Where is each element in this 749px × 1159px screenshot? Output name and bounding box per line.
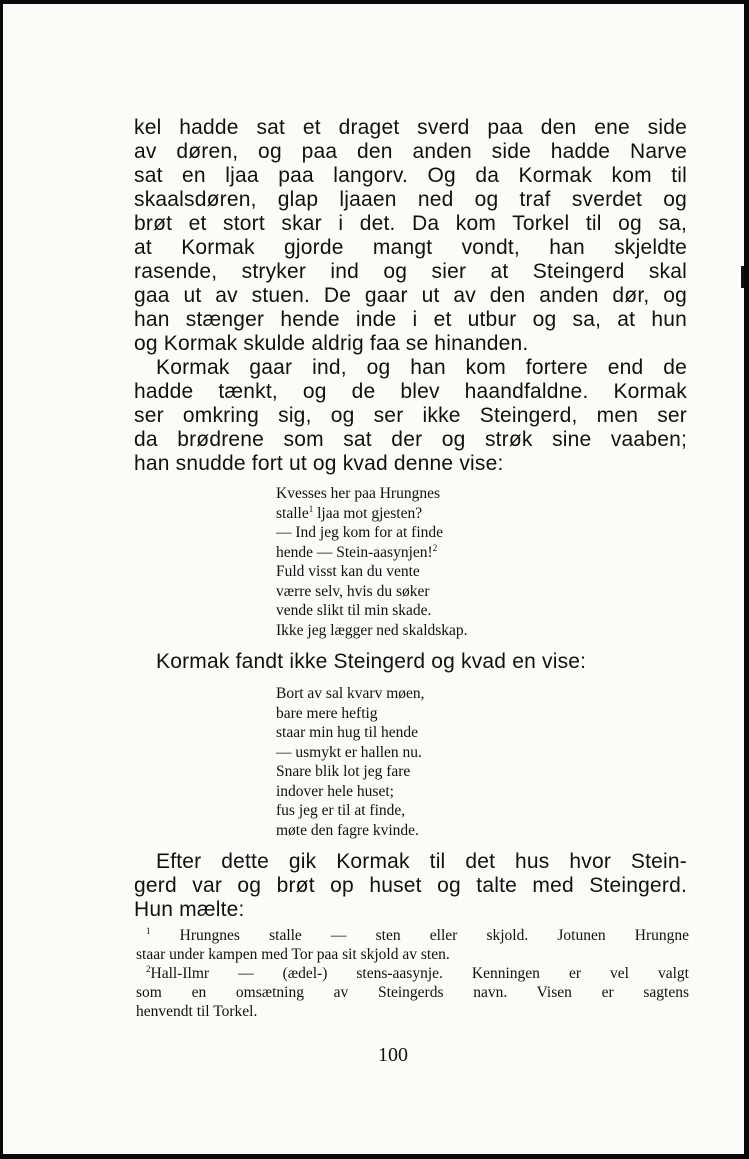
verse-line: vende slikt til min skade. xyxy=(276,602,432,619)
footnote-text: Hrungnes stalle — sten eller skjold. Jotunen Hrungne xyxy=(179,927,690,944)
text-line: at Kormak gjorde mangt vondt, han skjeldte xyxy=(134,236,687,259)
text-line: rasende, stryker ind og sier at Steingerd skal xyxy=(134,260,687,283)
text-line: kel hadde sat et draget sverd paa den ene side xyxy=(134,116,687,139)
verse-line: — usmykt er hallen nu. xyxy=(276,743,422,761)
verse-line: Snare blik lot jeg fare xyxy=(276,763,411,780)
text-line: da brødrene som sat der og strøk sine vaaben; xyxy=(134,428,687,451)
verse-line: Ikke jeg lægger ned skaldskap. xyxy=(276,621,468,639)
paragraph-2 xyxy=(134,356,687,476)
footnote-line xyxy=(136,964,689,983)
verse-line xyxy=(276,543,468,563)
verse-line: bare mere heftig xyxy=(276,704,378,722)
footnote-line: henvendt til Torkel. xyxy=(136,1003,258,1020)
verse-line: værre selv, hvis du søker xyxy=(276,582,430,600)
text-line: han stænger hende inde i et utbur og sa, at hun xyxy=(134,308,687,331)
text-line: han snudde fort ut og kvad denne vise: xyxy=(134,452,504,475)
text-line: Kormak fandt ikke Steingerd og kvad en vise: xyxy=(156,650,587,673)
book-page xyxy=(3,4,744,1154)
footnote-text: Hall-Ilmr — (ædel-) stens-aasynje. Kenningen er vel valgt xyxy=(150,965,689,982)
text-line: sat en ljaa paa langorv. Og da Kormak kom til xyxy=(134,164,687,187)
footnotes xyxy=(136,926,689,1021)
verse-text: stalle xyxy=(276,504,309,522)
verse-text: hende — Stein-aasynjen! xyxy=(276,543,433,561)
text-line: og Kormak skulde aldrig faa se hinanden. xyxy=(134,332,529,355)
footnote-ref-1: 1 xyxy=(308,503,314,514)
footnote-mark-2: 2 xyxy=(146,964,151,974)
verse-line: Bort av sal kvarv møen, xyxy=(276,685,425,702)
text-line: Hun mælte: xyxy=(134,898,245,921)
verse-line xyxy=(276,504,468,524)
footnote-line: som en omsætning av Steingerds navn. Visen er sagtens xyxy=(136,984,689,1001)
paragraph-1 xyxy=(134,116,687,356)
edge-mark xyxy=(741,266,744,288)
paragraph-3 xyxy=(134,650,687,674)
text-line: ser omkring sig, og ser ikke Steingerd, men ser xyxy=(134,404,687,427)
verse-line: — Ind jeg kom for at finde xyxy=(276,524,444,541)
verse-1 xyxy=(276,484,468,640)
paragraph-4 xyxy=(134,850,687,922)
verse-line: fus jeg er til at finde, xyxy=(276,802,406,819)
verse-text: ljaa mot gjesten? xyxy=(313,504,423,522)
footnote-ref-2: 2 xyxy=(432,542,438,553)
text-line: hadde tænkt, og de blev haandfaldne. Kormak xyxy=(134,380,687,403)
verse-line: indover hele huset; xyxy=(276,782,394,800)
page-number: 100 xyxy=(378,1044,408,1066)
text-line: Kormak gaar ind, og han kom fortere end de xyxy=(156,356,687,379)
verse-line: Kvesses her paa Hrungnes xyxy=(276,485,440,502)
verse-line: møte den fagre kvinde. xyxy=(276,821,419,839)
text-line: Efter dette gik Kormak til det hus hvor Stein- xyxy=(156,850,687,873)
verse-line: Fuld visst kan du vente xyxy=(276,563,420,580)
verse-2 xyxy=(276,684,425,840)
verse-line: staar min hug til hende xyxy=(276,724,419,741)
text-line: skaalsdøren, glap ljaaen ned og traf sverdet og xyxy=(134,188,687,211)
footnote-line: staar under kampen med Tor paa sit skjold av sten. xyxy=(136,946,450,963)
text-line: av døren, og paa den anden side hadde Narve xyxy=(134,140,687,163)
footnote-line xyxy=(136,926,689,945)
footnote-mark-1: 1 xyxy=(146,926,151,936)
text-line: brøt et stort skar i det. Da kom Torkel til og sa, xyxy=(134,212,687,235)
text-line: gerd var og brøt op huset og talte med Steingerd. xyxy=(134,874,687,897)
text-line: gaa ut av stuen. De gaar ut av den anden dør, og xyxy=(134,284,687,307)
